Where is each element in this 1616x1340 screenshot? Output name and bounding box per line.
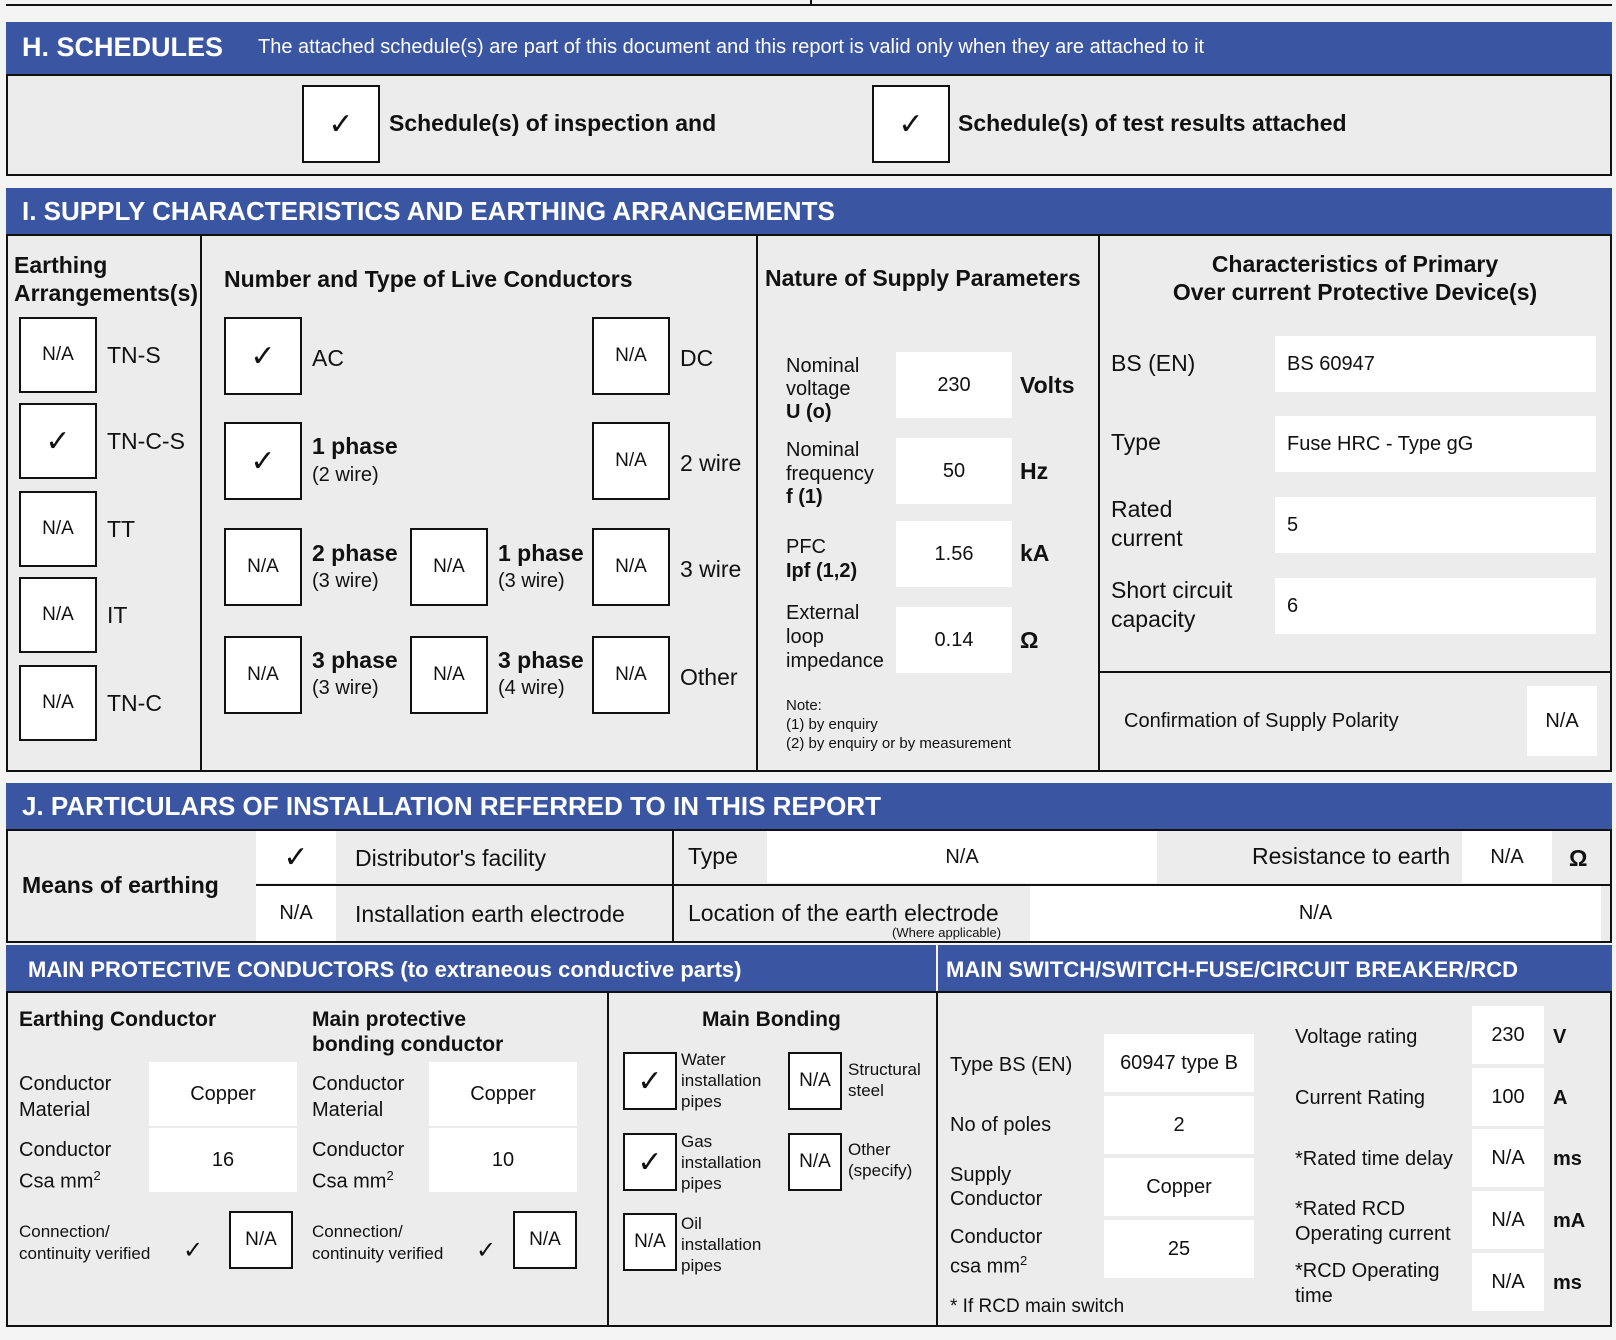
distributor-facility-label: Distributor's facility	[355, 845, 546, 871]
water-pipes-label-3: pipes	[681, 1092, 722, 1111]
oil-pipes-label-2: installation	[681, 1235, 762, 1254]
three-phase-four-wire-sub: (4 wire)	[498, 677, 565, 699]
other-bonding-label-2: (specify)	[848, 1161, 913, 1180]
time-delay-unit: ms	[1553, 1148, 1582, 1170]
section-h-header	[6, 22, 1612, 74]
distributor-facility-checkbox[interactable]: ✓	[256, 831, 336, 883]
rcd-current-label-2: Operating current	[1295, 1223, 1451, 1245]
current-rating-label: Current Rating	[1295, 1087, 1426, 1109]
external-loop-label-2: loop	[786, 626, 824, 648]
supply-polarity-field[interactable]: N/A	[1527, 686, 1597, 756]
short-circuit-label-2: capacity	[1111, 606, 1196, 632]
rated-current-label-2: current	[1111, 525, 1183, 551]
external-loop-unit: Ω	[1020, 627, 1039, 653]
earthing-connection-box[interactable]: N/A	[229, 1211, 293, 1269]
two-wire-checkbox[interactable]: N/A	[592, 422, 670, 500]
bonding-connection-label-2: continuity verified	[312, 1244, 444, 1263]
one-phase-two-wire-checkbox[interactable]: ✓	[224, 422, 302, 500]
rcd-current-label-1: *Rated RCD	[1295, 1198, 1406, 1220]
switch-type-label: Type BS (EN)	[950, 1054, 1073, 1076]
top-rule	[6, 4, 1612, 6]
external-loop-field[interactable]: 0.14	[896, 607, 1012, 673]
device-type-label: Type	[1111, 429, 1161, 455]
pfc-label-2: Ipf (1,2)	[786, 560, 858, 582]
three-phase-four-wire-label: 3 phase	[498, 647, 584, 673]
switch-csa-field[interactable]: 25	[1104, 1220, 1254, 1278]
water-pipes-checkbox[interactable]: ✓	[623, 1052, 677, 1110]
section-i-header	[6, 188, 1612, 234]
one-phase-three-wire-label: 1 phase	[498, 540, 584, 566]
earthing-material-label-1: Conductor	[19, 1073, 112, 1095]
earthing-material-label-2: Material	[19, 1099, 91, 1121]
supply-conductor-field[interactable]: Copper	[1104, 1158, 1254, 1216]
rcd-current-unit: mA	[1553, 1210, 1586, 1232]
rcd-time-field[interactable]: N/A	[1472, 1253, 1544, 1311]
bonding-heading-line1: Main protective	[312, 1008, 467, 1031]
mpc-divider-2	[936, 991, 938, 1327]
pfc-label-1: PFC	[786, 536, 826, 558]
section-h-title: H. SCHEDULES	[22, 32, 224, 62]
rated-current-label-1: Rated	[1111, 496, 1173, 522]
rcd-current-field[interactable]: N/A	[1472, 1191, 1544, 1249]
dc-label: DC	[680, 345, 714, 371]
earthing-connection-label-2: continuity verified	[19, 1244, 151, 1263]
gas-pipes-label-1: Gas	[681, 1132, 713, 1151]
installation-electrode-checkbox[interactable]: N/A	[256, 886, 336, 941]
nominal-voltage-field[interactable]: 230	[896, 352, 1012, 418]
earthing-conductor-heading: Earthing Conductor	[19, 1008, 217, 1031]
main-bonding-heading: Main Bonding	[702, 1008, 841, 1031]
earthing-tt-box[interactable]: N/A	[19, 491, 97, 567]
two-wire-label: 2 wire	[680, 450, 742, 476]
bonding-csa-field[interactable]: 10	[429, 1128, 577, 1192]
resistance-to-earth-unit: Ω	[1569, 845, 1588, 871]
earthing-connection-tick: ✓	[183, 1237, 204, 1264]
section-j-title: J. PARTICULARS OF INSTALLATION REFERRED TO IN THIS REPORT	[22, 791, 881, 821]
short-circuit-label-1: Short circuit	[1111, 577, 1233, 603]
supply-note-1: Note:	[786, 697, 822, 714]
electrode-location-label: Location of the earth electrode	[688, 900, 999, 926]
section-h-body	[6, 74, 1612, 176]
current-rating-unit: A	[1553, 1087, 1568, 1109]
voltage-rating-unit: V	[1553, 1026, 1567, 1048]
one-phase-three-wire-sub: (3 wire)	[498, 570, 565, 592]
nominal-frequency-label-3: f (1)	[786, 486, 823, 508]
other-conductor-label: Other	[680, 664, 738, 690]
bs-en-label: BS (EN)	[1111, 350, 1196, 376]
earthing-it-label: IT	[107, 602, 128, 628]
nominal-frequency-label-2: frequency	[786, 463, 874, 485]
nominal-voltage-label-1: Nominal	[786, 355, 860, 377]
inspection-schedule-checkbox[interactable]: ✓	[302, 85, 380, 163]
rcd-time-label-2: time	[1295, 1285, 1333, 1307]
earthing-tn-c-s-label: TN-C-S	[107, 428, 185, 454]
three-phase-three-wire-checkbox[interactable]: N/A	[224, 636, 302, 714]
i-divider-1	[200, 234, 202, 772]
voltage-rating-label: Voltage rating	[1295, 1026, 1418, 1048]
structural-steel-label-1: Structural	[848, 1060, 921, 1079]
mpc-header	[6, 945, 936, 991]
polarity-rule	[1099, 671, 1611, 673]
gas-pipes-label-3: pipes	[681, 1174, 722, 1193]
gas-pipes-label-2: installation	[681, 1153, 762, 1172]
pfc-field[interactable]: 1.56	[896, 521, 1012, 587]
resistance-to-earth-field[interactable]: N/A	[1462, 831, 1552, 883]
switch-csa-label-2: csa $mm^2$	[950, 1253, 1028, 1278]
three-phase-three-wire-sub: (3 wire)	[312, 677, 379, 699]
bonding-connection-label-1: Connection/	[312, 1222, 403, 1241]
earthing-it-box[interactable]: N/A	[19, 577, 97, 653]
earthing-csa-field[interactable]: 16	[149, 1128, 297, 1192]
two-phase-three-wire-sub: (3 wire)	[312, 570, 379, 592]
ac-label: AC	[312, 345, 344, 371]
mpc-title: MAIN PROTECTIVE CONDUCTORS (to extraneous conductive parts)	[28, 957, 742, 982]
time-delay-label: *Rated time delay	[1295, 1148, 1453, 1170]
structural-steel-label-2: steel	[848, 1081, 884, 1100]
resistance-to-earth-label: Resistance to earth	[1252, 843, 1451, 869]
earthing-heading-line1: Earthing	[14, 252, 108, 278]
device-type-field[interactable]: Fuse HRC - Type gG	[1275, 416, 1596, 472]
test-results-checkbox[interactable]: ✓	[872, 85, 950, 163]
external-loop-label-3: impedance	[786, 650, 884, 672]
electrode-location-field[interactable]: N/A	[1030, 886, 1601, 941]
voltage-rating-field[interactable]: 230	[1472, 1006, 1544, 1064]
bonding-csa-label-1: Conductor	[312, 1139, 405, 1161]
current-rating-field[interactable]: 100	[1472, 1068, 1544, 1126]
earthing-tn-c-label: TN-C	[107, 690, 162, 716]
other-bonding-label-1: Other	[848, 1140, 891, 1159]
bonding-material-label-1: Conductor	[312, 1073, 405, 1095]
nominal-frequency-unit: Hz	[1020, 458, 1049, 484]
bonding-csa-label-2: Csa $mm^2$	[312, 1168, 394, 1193]
bonding-heading-line2: bonding conductor	[312, 1033, 504, 1056]
two-phase-three-wire-checkbox[interactable]: N/A	[224, 528, 302, 606]
device-heading-line2: Over current Protective Device(s)	[1172, 279, 1538, 305]
oil-pipes-label-1: Oil	[681, 1214, 702, 1233]
earthing-tn-c-box[interactable]: N/A	[19, 665, 97, 741]
water-pipes-label-1: Water	[681, 1050, 726, 1069]
rcd-time-unit: ms	[1553, 1272, 1582, 1294]
section-h-note: The attached schedule(s) are part of this document and this report is valid only when they are attached to it	[258, 36, 1205, 58]
main-switch-header	[938, 945, 1612, 991]
supply-conductor-label-1: Supply	[950, 1164, 1012, 1186]
earthing-csa-label-1: Conductor	[19, 1139, 112, 1161]
other-bonding-checkbox[interactable]: N/A	[788, 1133, 842, 1191]
top-divider	[810, 0, 812, 6]
mpc-divider-1	[607, 991, 609, 1327]
switch-type-field[interactable]: 60947 type B	[1104, 1034, 1254, 1092]
i-divider-3	[1098, 234, 1100, 772]
live-conductors-heading: Number and Type of Live Conductors	[224, 266, 633, 292]
nominal-voltage-label-3: U (o)	[786, 401, 832, 423]
means-of-earthing-label: Means of earthing	[22, 872, 219, 898]
electrode-type-field[interactable]: N/A	[767, 831, 1157, 883]
two-phase-three-wire-label: 2 phase	[312, 540, 398, 566]
main-switch-title: MAIN SWITCH/SWITCH-FUSE/CIRCUIT BREAKER/RCD	[946, 957, 1518, 982]
pfc-unit: kA	[1020, 540, 1050, 566]
nominal-voltage-unit: Volts	[1020, 372, 1075, 398]
earthing-tn-c-s-box[interactable]: ✓	[19, 403, 97, 479]
one-phase-three-wire-checkbox[interactable]: N/A	[410, 528, 488, 606]
supply-parameters-heading: Nature of Supply Parameters	[765, 265, 1081, 291]
other-conductor-checkbox[interactable]: N/A	[592, 636, 670, 714]
j-col-divider	[672, 829, 674, 943]
gas-pipes-checkbox[interactable]: ✓	[623, 1133, 677, 1191]
three-wire-checkbox[interactable]: N/A	[592, 528, 670, 606]
three-phase-four-wire-checkbox[interactable]: N/A	[410, 636, 488, 714]
earthing-tn-s-box[interactable]: N/A	[19, 317, 97, 393]
rcd-time-label-1: *RCD Operating	[1295, 1260, 1440, 1282]
three-wire-label: 3 wire	[680, 556, 742, 582]
poles-field[interactable]: 2	[1104, 1096, 1254, 1154]
supply-polarity-label: Confirmation of Supply Polarity	[1124, 710, 1399, 732]
oil-pipes-checkbox[interactable]: N/A	[623, 1213, 677, 1271]
rcd-footnote: * If RCD main switch	[950, 1296, 1125, 1317]
earthing-connection-label-1: Connection/	[19, 1222, 110, 1241]
earthing-tn-s-label: TN-S	[107, 342, 161, 368]
bonding-material-field[interactable]: Copper	[429, 1062, 577, 1126]
supply-note-2: (1) by enquiry	[786, 716, 878, 733]
one-phase-two-wire-label: 1 phase	[312, 433, 398, 459]
device-heading-line1: Characteristics of Primary	[1211, 251, 1499, 277]
earthing-material-field[interactable]: Copper	[149, 1062, 297, 1126]
oil-pipes-label-3: pipes	[681, 1256, 722, 1275]
short-circuit-field[interactable]: 6	[1275, 578, 1596, 634]
i-divider-2	[756, 234, 758, 772]
time-delay-field[interactable]: N/A	[1472, 1129, 1544, 1187]
ac-checkbox[interactable]: ✓	[224, 317, 302, 395]
earthing-tt-label: TT	[107, 516, 136, 542]
inspection-schedule-label: Schedule(s) of inspection and	[389, 110, 717, 136]
test-results-label: Schedule(s) of test results attached	[958, 110, 1347, 136]
bonding-connection-tick: ✓	[476, 1237, 497, 1264]
nominal-frequency-label-1: Nominal	[786, 439, 860, 461]
switch-csa-label-1: Conductor	[950, 1226, 1043, 1248]
nominal-frequency-field[interactable]: 50	[896, 438, 1012, 504]
supply-conductor-label-2: Conductor	[950, 1188, 1043, 1210]
poles-label: No of poles	[950, 1114, 1052, 1136]
water-pipes-label-2: installation	[681, 1071, 762, 1090]
bonding-connection-box[interactable]: N/A	[513, 1211, 577, 1269]
nominal-voltage-label-2: voltage	[786, 378, 851, 400]
section-j-header	[6, 783, 1612, 829]
bs-en-field[interactable]: BS 60947	[1275, 336, 1596, 392]
section-i-title: I. SUPPLY CHARACTERISTICS AND EARTHING ARRANGEMENTS	[22, 196, 835, 226]
structural-steel-checkbox[interactable]: N/A	[788, 1052, 842, 1110]
earthing-heading-line2: Arrangements(s)	[14, 280, 199, 306]
installation-electrode-label: Installation earth electrode	[355, 901, 625, 927]
three-phase-three-wire-label: 3 phase	[312, 647, 398, 673]
rated-current-field[interactable]: 5	[1275, 497, 1596, 553]
one-phase-two-wire-sub: (2 wire)	[312, 464, 379, 486]
external-loop-label-1: External	[786, 602, 860, 624]
dc-checkbox[interactable]: N/A	[592, 317, 670, 395]
electrode-type-label: Type	[688, 843, 738, 869]
bonding-material-label-2: Material	[312, 1099, 384, 1121]
supply-note-3: (2) by enquiry or by measurement	[786, 735, 1012, 752]
earthing-csa-label-2: Csa $mm^2$	[19, 1168, 101, 1193]
electrode-location-note: (Where applicable)	[892, 925, 1002, 940]
